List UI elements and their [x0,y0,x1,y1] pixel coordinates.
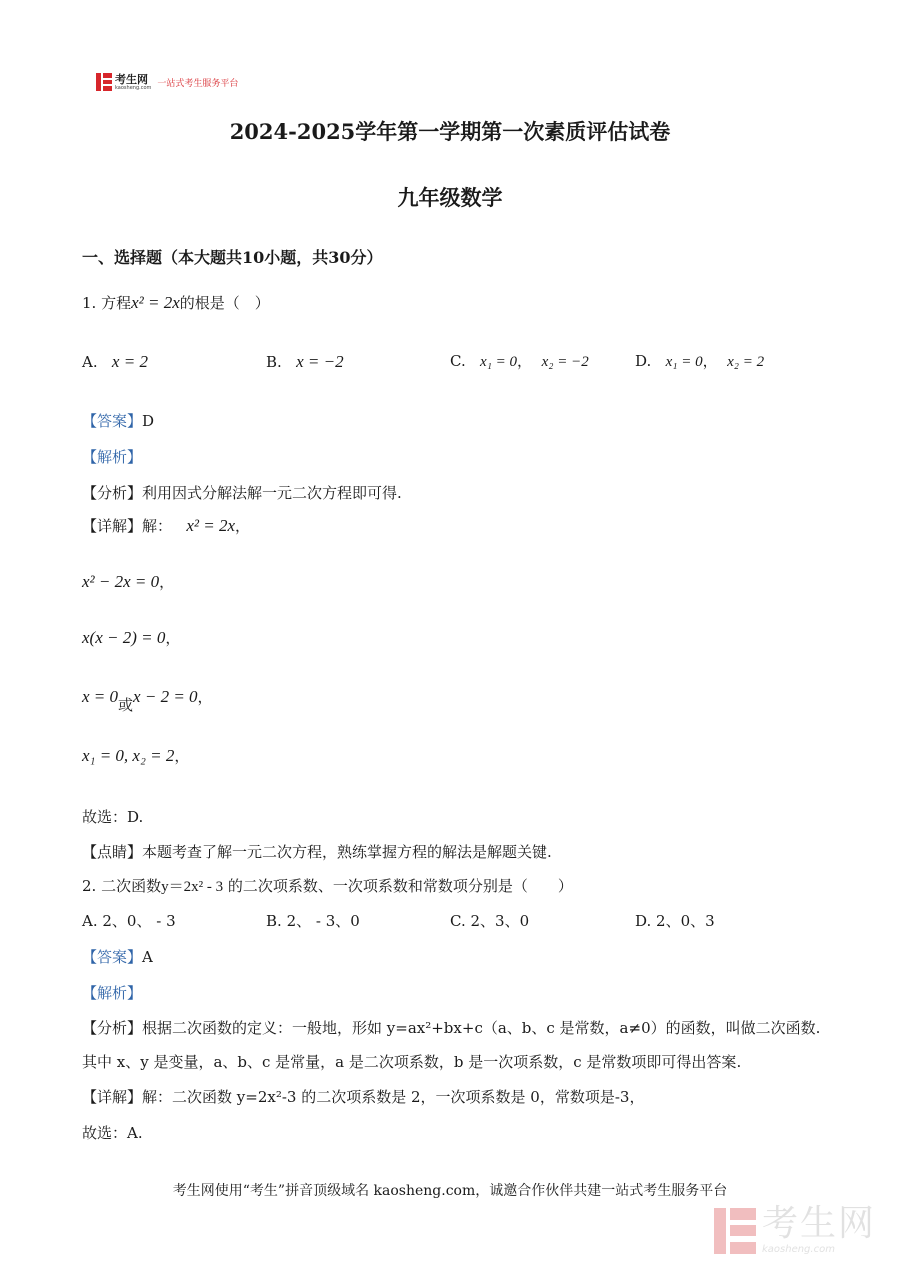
option-a [82,352,148,372]
section-heading: 一、选择题（本大题共10小题，共30分） [82,248,383,267]
q2-option-b [266,910,360,931]
option-label: C. [450,352,466,370]
option-label: D. [635,352,652,370]
fenxi-text: 利用因式分解法解一元二次方程即可得. [142,484,402,502]
analysis-tag-2: 【解析】 [82,984,143,1002]
step-tail: ， [165,629,181,647]
fenxi-tag: 【分析】 [82,484,143,502]
watermark-logo-icon [714,1208,756,1254]
question-2-formula: y＝2x² - 3 [161,879,224,895]
question-1 [82,292,270,313]
option-math-2: x₂ = −2 [541,354,589,370]
step-tail: ， [197,688,213,706]
question-1-suffix: 的根是（ ） [179,294,270,312]
page-title: 2024-2025学年第一学期第一次素质评估试卷 [229,119,671,144]
xiangjie-line-1 [82,515,250,536]
choose-line-2: 故选：A. [82,1124,143,1142]
question-1-formula: x² = 2x [131,293,180,312]
option-b [266,352,344,372]
option-label: B. [266,353,282,371]
answer-value: A [142,948,153,966]
step-tail: ， [174,747,190,765]
option-c [450,350,589,371]
xiangjie-text: 解：二次函数 y=2x²-3 的二次项系数是 2，一次项系数是 0，常数项是-3， [142,1088,645,1106]
page-subtitle: 九年级数学 [397,185,503,210]
xiangjie-tag: 【详解】 [82,517,143,535]
option-text: 2、3、0 [470,912,530,930]
step-or: 或 [118,696,134,714]
solution-step-2: x(x − 2) = 0 [82,628,166,647]
option-math-2: x₂ = 2 [727,354,765,370]
logo-slogan: 一站式考生服务平台 [157,78,239,89]
option-label: C. [450,912,466,930]
fenxi-tag: 【分析】 [82,1019,143,1037]
option-label: A. [82,912,98,930]
q2-option-c [450,910,529,931]
solution-step-3a: x = 0 [82,687,119,706]
fenxi-text: 根据二次函数的定义：一般地，形如 y=ax²+bx+c（a、b、c 是常数，a≠0）的函数，叫做二次函数. [142,1019,821,1037]
answer-line-2 [82,946,153,967]
xiangjie-tag: 【详解】 [82,1088,143,1106]
fenxi-line-2b: 其中 x、y 是变量，a、b、c 是常量，a 是二次项系数，b 是一次项系数，c 是常数项即可得出答案. [82,1053,742,1071]
logo-domain: kaosheng.com [115,84,152,91]
question-2-prefix: 2. 二次函数 [82,877,162,895]
step-tail: ， [235,517,251,535]
fenxi-line-2a [82,1017,820,1038]
option-label: A. [82,353,98,371]
answer-value: D [142,412,155,430]
fenxi-line-1 [82,482,402,503]
question-1-prefix: 1. 方程 [82,294,132,312]
xiangjie-prefix: 解： [142,517,173,535]
header-logo [96,72,238,92]
option-math: x₁ = 0 [480,354,518,370]
solution-step-4: x₁ = 0, x₂ = 2 [82,746,175,765]
solution-step-2-line [82,627,180,648]
answer-line-1 [82,410,154,431]
option-math: x = 2 [111,352,148,371]
q2-option-a [82,910,176,931]
watermark-name: 考生网 [761,1203,876,1244]
kaosheng-logo-icon [96,73,112,91]
option-text: 2、0、3 [656,912,715,930]
logo-name: 考生网 [115,72,148,86]
question-2-suffix: 的二次项系数、一次项系数和常数项分别是（ ） [227,877,573,895]
solution-step-1-line [82,571,174,592]
solution-step-3b: x − 2 = 0 [133,687,198,706]
xiangjie-line-2 [82,1086,644,1107]
dianjing-text: 本题考查了解一元二次方程，熟练掌握方程的解法是解题关键. [142,843,552,861]
footer-text: 考生网使用“考生”拼音顶级域名 kaosheng.com，诚邀合作伙伴共建一站式考生服务平台 [172,1183,728,1199]
option-math: x = −2 [296,352,344,371]
question-2 [82,875,573,896]
watermark-domain: kaosheng.com [761,1244,835,1255]
dianjing-line [82,841,552,862]
option-separator: ， [517,352,533,370]
option-label: D. [635,912,652,930]
analysis-tag-1: 【解析】 [82,448,143,466]
solution-step-4-line [82,745,189,766]
solution-step-1: x² − 2x = 0 [82,572,160,591]
option-math: x₁ = 0 [665,354,703,370]
step-tail: ， [159,573,175,591]
option-text: 2、0、 - 3 [102,912,176,930]
solution-step-0: x² = 2x [186,516,236,535]
solution-step-3-line [82,686,213,714]
option-text: 2、 - 3、0 [286,912,360,930]
watermark [714,1203,876,1255]
option-label: B. [266,912,282,930]
answer-tag: 【答案】 [82,948,143,966]
answer-tag: 【答案】 [82,412,143,430]
choose-line-1: 故选：D. [82,808,144,826]
option-d [635,350,764,371]
option-separator: ， [702,352,718,370]
dianjing-tag: 【点睛】 [82,843,143,861]
q2-option-d [635,910,715,931]
